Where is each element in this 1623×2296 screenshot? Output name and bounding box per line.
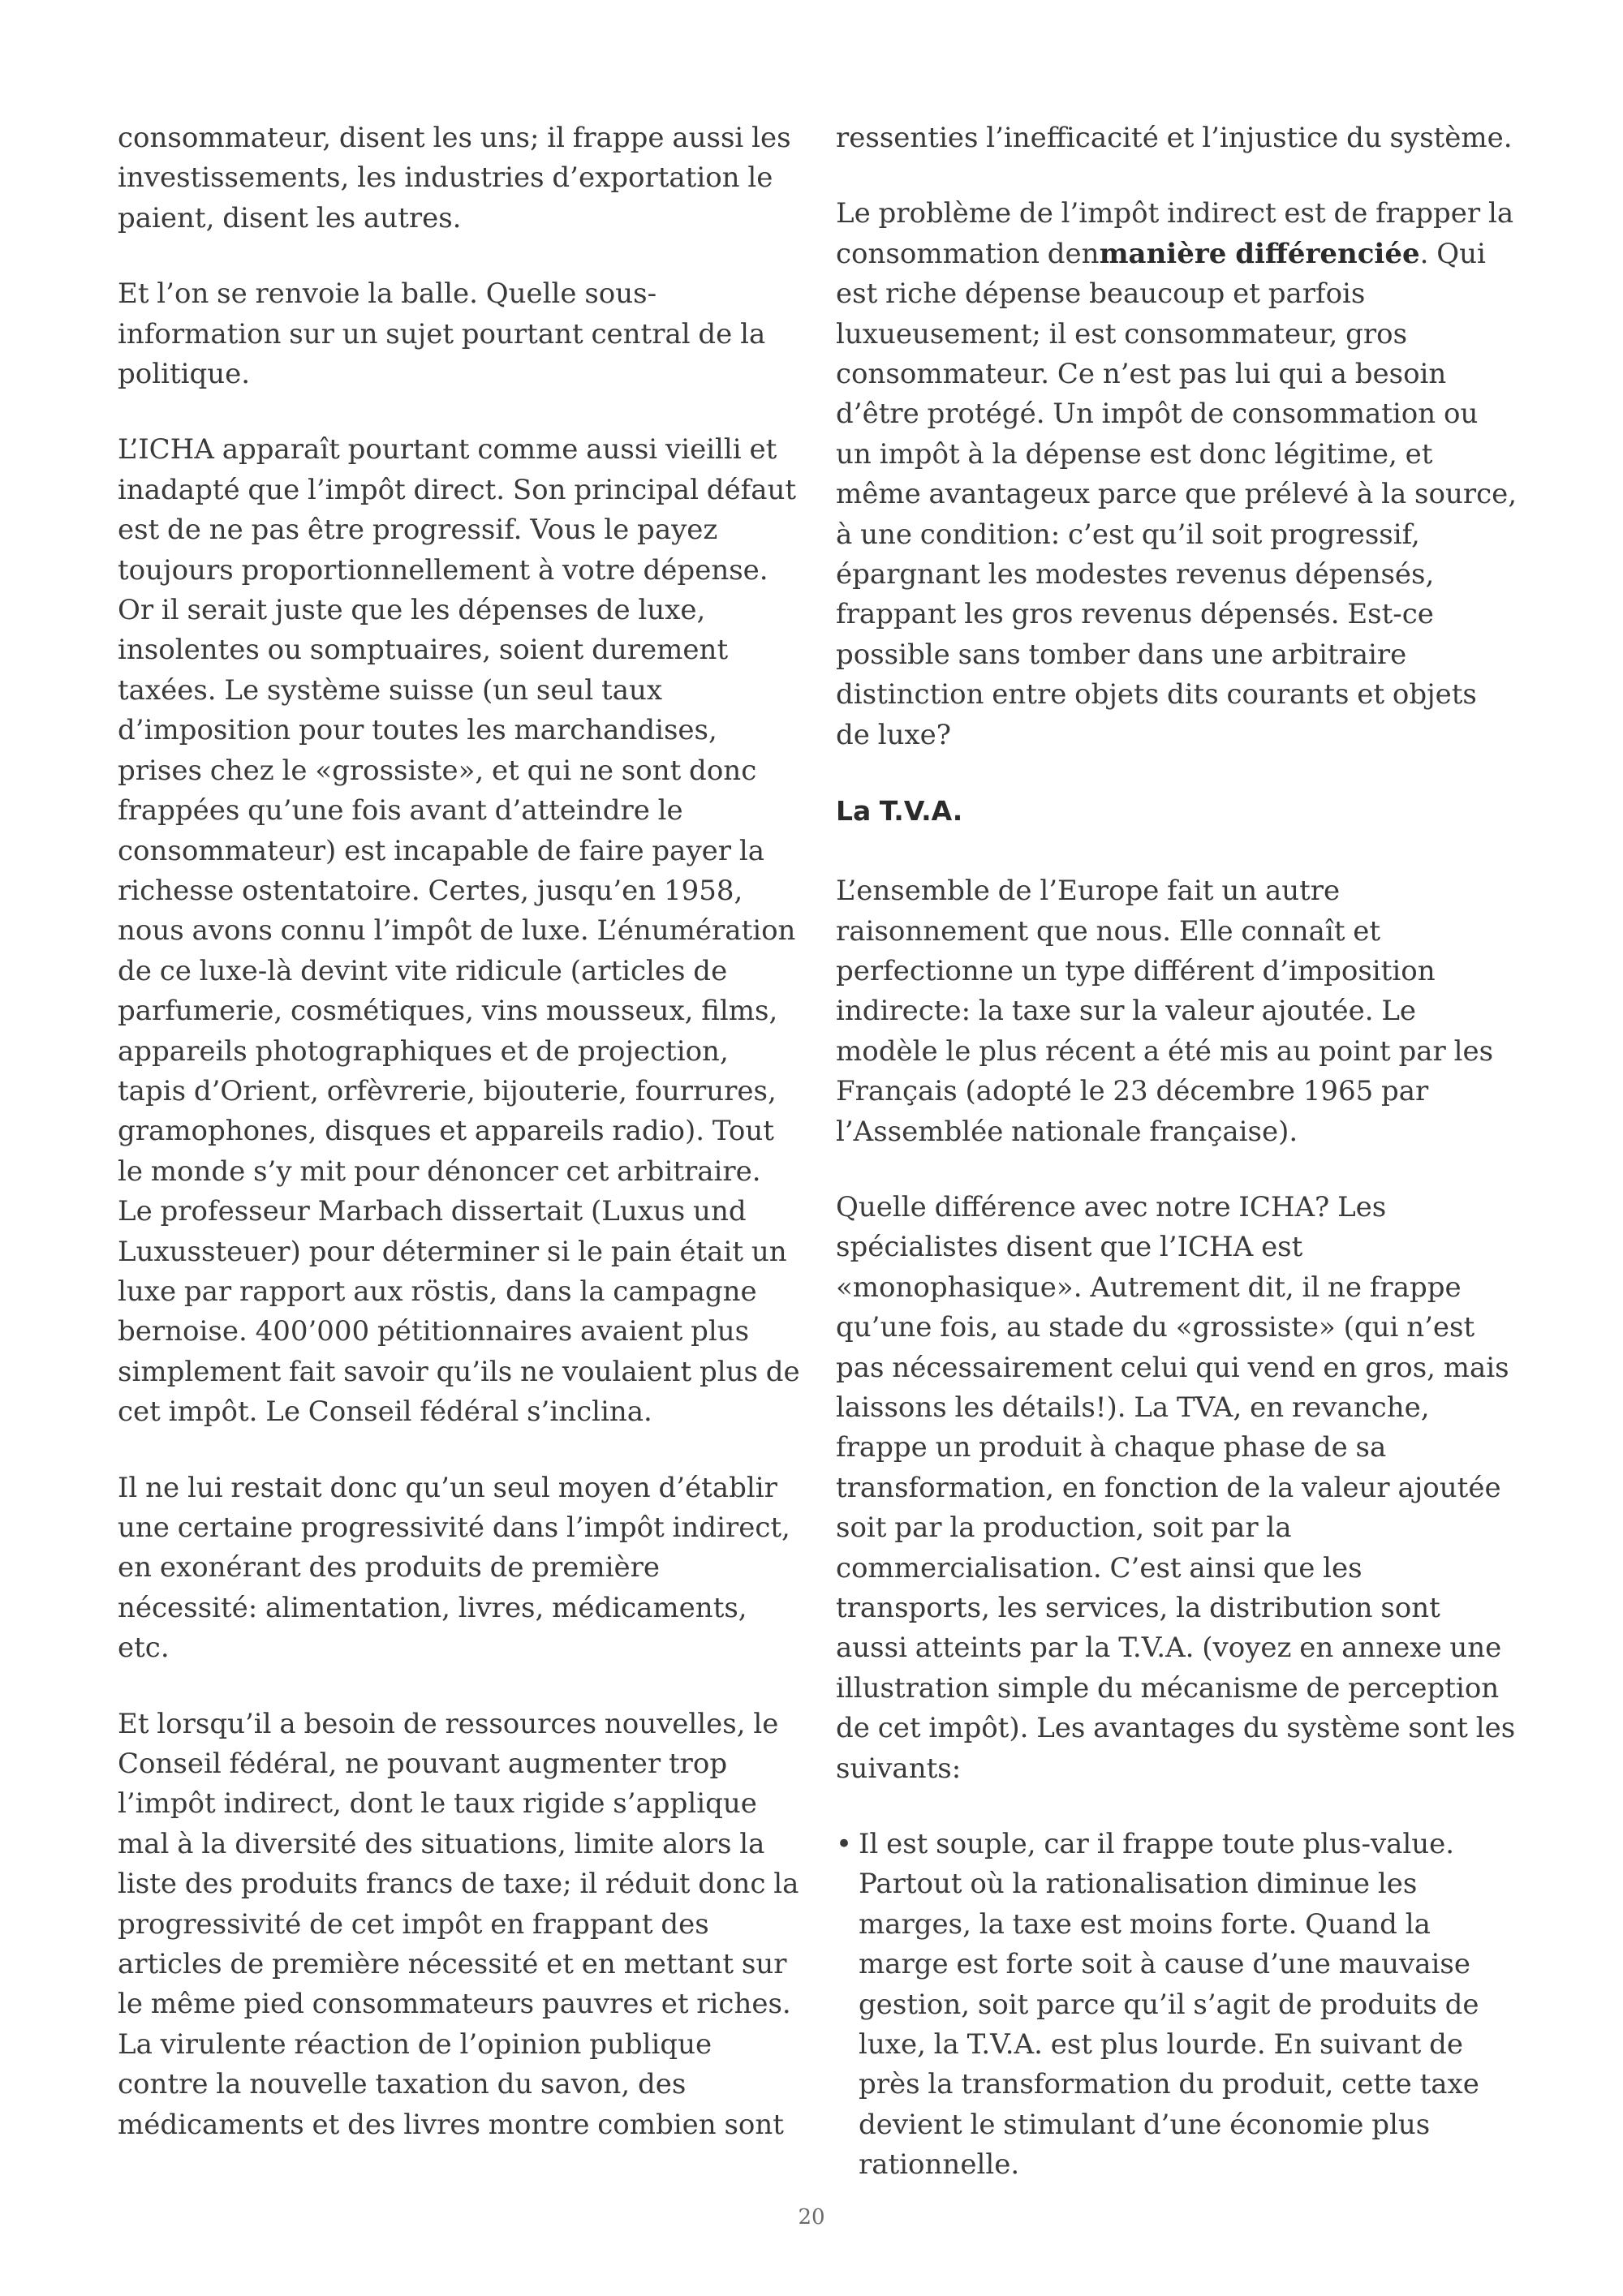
- left-column: [118, 118, 803, 2181]
- section-heading: La T.V.A.: [836, 795, 963, 828]
- paragraph: L’ICHA apparaît pourtant comme aussi vieilli et inadapté que l’impôt direct. Son principal défaut est de ne pas être progressif. Vous le payez toujours proportionnellement à votre dépense. Or il serait juste que les dépenses de luxe, insolentes ou somptuaires, soient durement taxées. Le système suisse (un seul taux d’imposition pour toutes les marchandises, prises chez le «grossiste», et qui ne sont donc frappées qu’une fois avant d’atteindre le consommateur) est incapable de faire payer la richesse ostentatoire. Certes, jusqu’en 1958, nous avons connu l’impôt de luxe. L’énumération de ce luxe-là devint vite ridicule (articles de parfumerie, cosmétiques, vins mousseux, films, appareils photographiques et de projection, tapis d’Orient, orfèvrerie, bijouterie, fourrures, gramophones, disques et appareils radio). Tout le monde s’y mit pour dénoncer cet arbitraire. Le professeur Marbach dissertait (Luxus und Luxussteuer) pour déterminer si le pain était un luxe par rapport aux röstis, dans la campagne bernoise. 400’000 pétitionnaires avaient plus simplement fait savoir qu’ils ne voulaient plus de cet impôt. Le Conseil fédéral s’inclina.: [118, 433, 800, 1429]
- paragraph: consommateur, disent les uns; il frappe aussi les investissements, les industries d’exportation le paient, disent les autres.: [118, 122, 791, 234]
- paragraph: Et l’on se renvoie la balle. Quelle sous-information sur un sujet pourtant central de la politique.: [118, 277, 766, 391]
- bullet-marker: •: [836, 1828, 853, 1861]
- paragraph: Quelle différence avec notre ICHA? Les spécialistes disent que l’ICHA est «monophasique». Autrement dit, il ne frappe qu’une fois, au stade du «grossiste» (qui n’est pas nécessairement celui qui vend en gros, mais laissons les détails!). La TVA, en revanche, frappe un produit à chaque phase de sa transformation, en fonction de la valeur ajoutée soit par la production, soit par la commercialisation. C’est ainsi que les transports, les services, la distribution sont aussi atteints par la T.V.A. (voyez en annexe une illustration simple du mécanisme de perception de cet impôt). Les avantages du système sont les suivants:: [836, 1190, 1516, 1785]
- paragraph: Et lorsqu’il a besoin de ressources nouvelles, le Conseil fédéral, ne pouvant augmenter trop l’impôt indirect, dont le taux rigide s’applique mal à la diversité des situations, limite alors la liste des produits francs de taxe; il réduit donc la progressivité de cet impôt en frappant des articles de première nécessité et en mettant sur le même pied consommateurs pauvres et riches. La virulente réaction de l’opinion publique contre la nouvelle taxation du savon, des médicaments et des livres montre combien sont: [118, 1707, 799, 2141]
- paragraph: Il ne lui restait donc qu’un seul moyen d’établir une certaine progressivité dans l’impôt indirect, en exonérant des produits de première nécessité: alimentation, livres, médicaments, etc.: [118, 1471, 790, 1665]
- paragraph: [836, 194, 1518, 755]
- bullet-list: [836, 1825, 1518, 2186]
- paragraph-text: Le problème de l’impôt indirect est de frapper la consommation den: [836, 197, 1514, 270]
- list-item-text: Il est souple, car il frappe toute plus-value. Partout où la rationalisation diminue les marges, la taxe est moins forte. Quand la marge est forte soit à cause d’une mauvaise gestion, soit parce qu’il s’agit de produits de luxe, la T.V.A. est plus lourde. En suivant de près la transformation du produit, cette taxe devient le stimulant d’une économie plus rationnelle.: [859, 1828, 1479, 2182]
- page-number: 20: [798, 2205, 825, 2229]
- paragraph-text: . Qui est riche dépense beaucoup et parfois luxueusement; il est consommateur, gros consommateur. Ce n’est pas lui qui a besoin d’être protégé. Un impôt de consommation ou un impôt à la dépense est donc légitime, et même avantageux parce que prélevé à la source, à une condition: c’est qu’il soit progressif, épargnant les modestes revenus dépensés, frappant les gros revenus dépensés. Est-ce possible sans tomber dans une arbitraire distinction entre objets dits courants et objets de luxe?: [836, 237, 1518, 751]
- paragraph: ressenties l’inefficacité et l’injustice du système.: [836, 122, 1513, 154]
- paragraph: L’ensemble de l’Europe fait un autre raisonnement que nous. Elle connaît et perfectionne un type différent d’imposition indirecte: la taxe sur la valeur ajoutée. Le modèle le plus récent a été mis au point par les Français (adopté le 23 décembre 1965 par l’Assemblée nationale française).: [836, 875, 1494, 1148]
- emphasis-text: manière différenciée: [1099, 237, 1420, 270]
- right-column: [836, 118, 1518, 2186]
- list-item: [836, 1825, 1518, 2186]
